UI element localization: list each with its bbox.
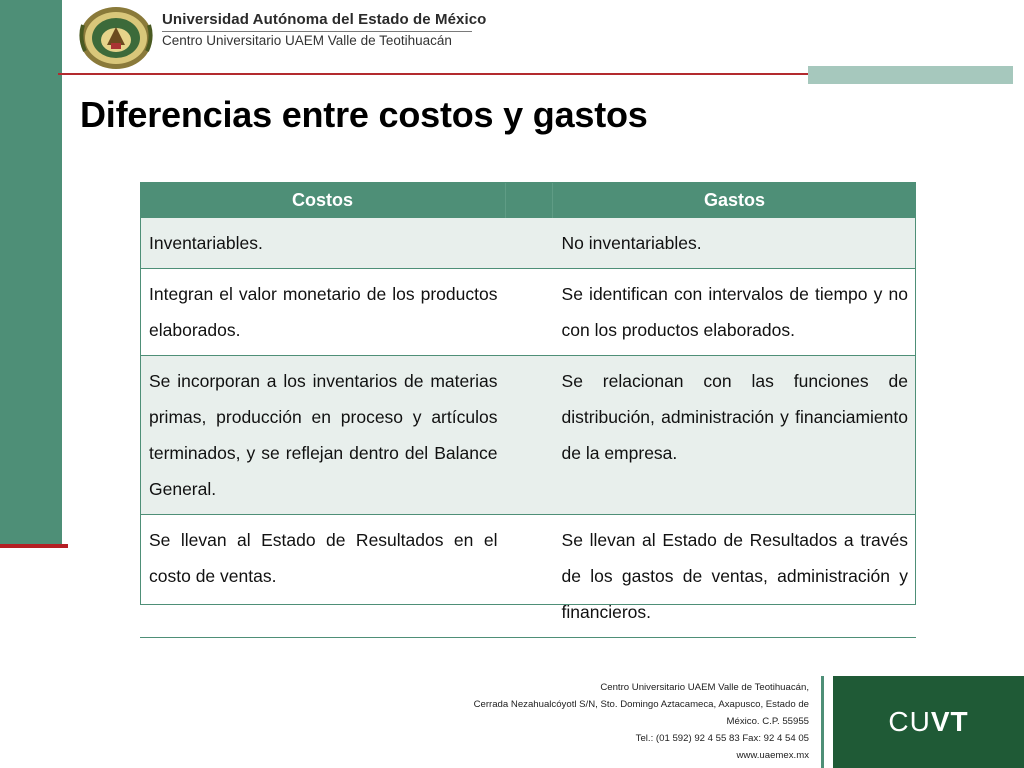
table-cell-gastos: No inventariables. (553, 218, 916, 269)
table-row (140, 356, 916, 515)
table-cell-gap (505, 218, 552, 269)
website-text: www.uaemex.mx (736, 750, 809, 761)
table-row (140, 515, 916, 638)
left-red-rule (0, 544, 68, 548)
table-cell-costos: Se incorporan a los inventarios de materias primas, producción en proceso y artículos terminados, y se reflejan dentro del Balance General. (140, 356, 505, 515)
header-divider (162, 31, 472, 32)
cuvt-logo-text: CUVT (888, 706, 969, 737)
cuvt-logo (833, 676, 1024, 768)
table-cell-gap (505, 356, 552, 515)
header-teal-block (808, 66, 1013, 84)
left-accent-bar (0, 0, 62, 546)
column-header-costos: Costos (140, 182, 505, 218)
table-cell-costos: Integran el valor monetario de los productos elaborados. (140, 269, 505, 356)
university-name: Universidad Autónoma del Estado de México (162, 11, 487, 28)
table-cell-gastos: Se llevan al Estado de Resultados a través de los gastos de ventas, administración y financieros. (553, 515, 916, 638)
address-line: Tel.: (01 592) 92 4 55 83 Fax: 92 4 54 05 (635, 733, 809, 744)
table-cell-gap (505, 515, 552, 638)
table-header-row (140, 182, 916, 218)
footer-address (474, 679, 809, 764)
address-line: Cerrada Nezahualcóyotl S/N, Sto. Domingo Aztacameca, Axapusco, Estado de (473, 699, 809, 710)
address-line: México. C.P. 55955 (726, 716, 809, 727)
university-seal-icon (77, 5, 155, 71)
table-cell-gastos: Se identifican con intervalos de tiempo y no con los productos elaborados. (553, 269, 916, 356)
column-header-gap (505, 182, 552, 218)
address-line: Centro Universitario UAEM Valle de Teotihuacán, (600, 682, 809, 693)
table-row (140, 269, 916, 356)
table-row (140, 218, 916, 269)
table-cell-costos: Se llevan al Estado de Resultados en el costo de ventas. (140, 515, 505, 638)
footer-divider (821, 676, 824, 768)
column-header-gastos: Gastos (553, 182, 916, 218)
slide-title: Diferencias entre costos y gastos (80, 94, 648, 135)
table-cell-gastos: Se relacionan con las funciones de distribución, administración y financiamiento de la empresa. (553, 356, 916, 515)
table-cell-gap (505, 269, 552, 356)
comparison-table (140, 182, 916, 638)
table-cell-costos: Inventariables. (140, 218, 505, 269)
campus-name: Centro Universitario UAEM Valle de Teotihuacán (162, 33, 452, 48)
